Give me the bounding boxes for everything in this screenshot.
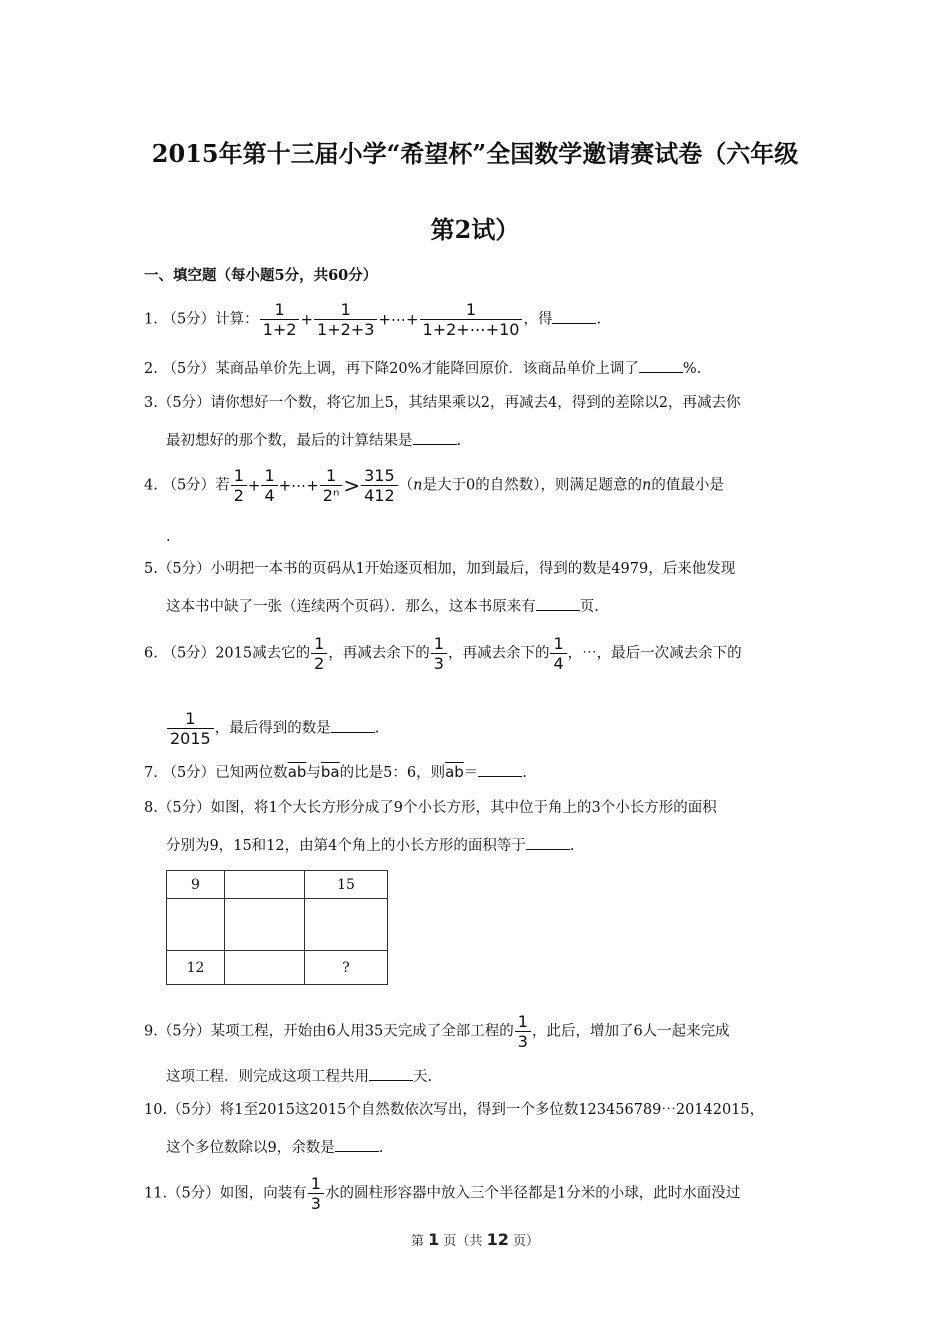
question-8: 8.（5分）如图，将1个大长方形分成了9个小长方形，其中位于角上的3个小长方形的面积 [144,800,717,816]
answer-blank [369,1066,413,1081]
fraction: $\frac{1}{1+2+3}$ [314,300,377,339]
exam-title-line1: 2015年第十三届小学“希望杯”全国数学邀请赛试卷（六年级 [151,139,799,168]
question-5-line2: 这本书中缺了一张（连续两个页码）．那么，这本书原来有 页. [166,596,599,617]
question-11: 11.（5分）如图，向装有 $\frac{1}{3}$ 水的圆柱形容器中放入三个半径都是1分米的小球，此时水面没过 [144,1174,741,1213]
question-6-line2: $\frac{1}{2015}$ ，最后得到的数是 . [166,709,379,748]
answer-blank [413,430,457,445]
total-page-count: 12 [486,1230,509,1249]
question-10-line2: 这个多位数除以9，余数是 . [166,1137,383,1158]
exam-title-line2: 第2试） [430,215,520,244]
answer-blank [526,835,570,850]
fraction: $\frac{1}{1+2+\cdots+10}$ [420,300,523,339]
question-4: 4. （5分）若 $\frac{1}{2}$ + $\frac{1}{4}$ +⋯+ $\frac{1}{\text{2ⁿ}}$ > $\frac{315}{412}$ （n是大于0的自然数），则满足题意的n的值最小是 [144,466,724,505]
fraction: $\frac{1}{1+2}$ [260,300,300,339]
current-page-number: 1 [428,1230,440,1249]
question-6: 6. （5分）2015减去它的 $\frac{1}{2}$ ，再减去余下的 $\frac{1}{3}$ ，再减去余下的 $\frac{1}{4}$ ，⋯，最后一次减去余下的 [144,634,742,673]
question-4-line2: . [166,529,171,545]
question-7: 7. （5分）已知两位数$\overline{ab}$与$\overline{ba}$的比是5：6，则$\overline{ab}=$ . [144,763,527,781]
question-3-line2: 最初想好的那个数，最后的计算结果是 . [166,430,461,451]
answer-blank [478,762,522,777]
answer-blank [552,309,596,324]
question-8-line2: 分别为9，15和12，由第4个角上的小长方形的面积等于 . [166,835,574,856]
question-2: 2. （5分）某商品单价先上调，再下降20%才能降回原价．该商品单价上调了 %. [144,358,701,379]
question-1: 1. （5分）计算： $\frac{1}{1+2}$ + $\frac{1}{1+2+3}$ +⋯+ $\frac{1}{1+2+\cdots+10}$ ，得 . [144,300,602,339]
section-heading: 一、填空题（每小题5分，共60分） [144,267,378,284]
answer-blank [335,1137,379,1152]
answer-blank [536,596,580,611]
question-5: 5.（5分）小明把一本书的页码从1开始逐页相加，加到最后，得到的数是4979，后来他发现 [144,561,736,577]
question-10: 10.（5分）将1至2015这2015个自然数依次写出，得到一个多位数123456789⋯20142015， [144,1102,765,1118]
answer-blank [331,718,375,733]
question-3: 3.（5分）请你想好一个数，将它加上5，其结果乘以2，再减去4，得到的差除以2，再减去你 [144,395,741,411]
page-footer: 第 1 页（共 12 页） [410,1230,539,1249]
rectangle-grid-figure: 9 15 12 ? [166,870,388,985]
question-9-line2: 这项工程．则完成这项工程共用 天. [166,1066,432,1087]
answer-blank [639,358,683,373]
question-9: 9.（5分）某项工程，开始由6人用35天完成了全部工程的 $\frac{1}{3}$ ，此后，增加了6人一起来完成 [144,1012,730,1051]
